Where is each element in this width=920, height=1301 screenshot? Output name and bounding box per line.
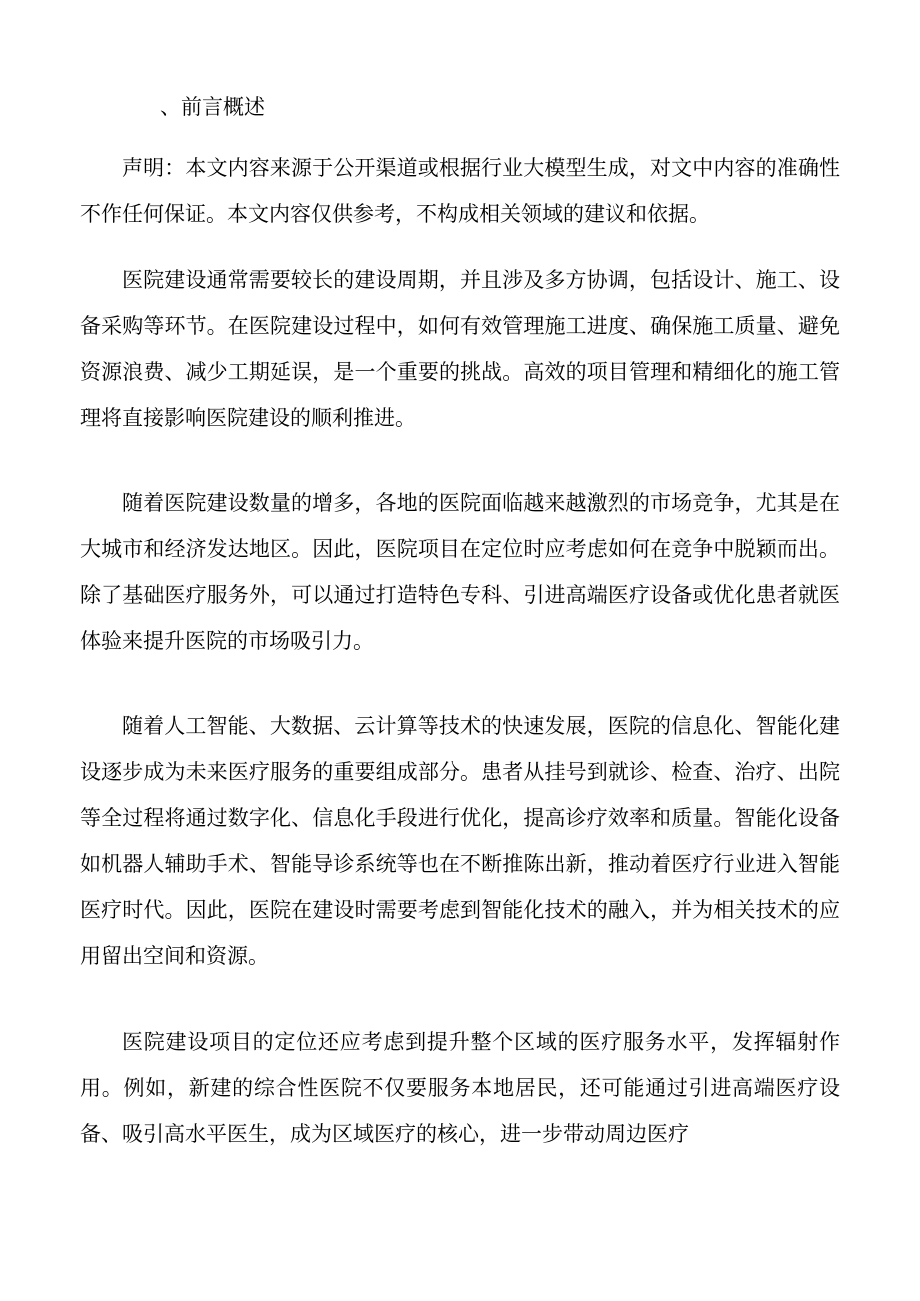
paragraph-regional-positioning: 医院建设项目的定位还应考虑到提升整个区域的医疗服务水平，发挥辐射作用。例如，新建的综合性医院不仅要服务本地居民，还可能通过引进高端医疗设备、吸引高水平医生，成为区域医疗的核心，进一步带动周边医疗 [80,1030,840,1146]
paragraph-market-competition: 随着医院建设数量的增多，各地的医院面临越来越激烈的市场竞争，尤其是在大城市和经济发达地区。因此，医院项目在定位时应考虑如何在竞争中脱颖而出。除了基础医疗服务外，可以通过打造特色专科、引进高端医疗设备或优化患者就医体验来提升医院的市场吸引力。 [80,491,840,653]
paragraph-construction-management: 医院建设通常需要较长的建设周期，并且涉及多方协调，包括设计、施工、设备采购等环节。在医院建设过程中，如何有效管理施工进度、确保施工质量、避免资源浪费、减少工期延误，是一个重要的挑战。高效的项目管理和精细化的施工管理将直接影响医院建设的顺利推进。 [80,268,840,430]
paragraph-smart-hospital: 随着人工智能、大数据、云计算等技术的快速发展，医院的信息化、智能化建设逐步成为未来医疗服务的重要组成部分。患者从挂号到就诊、检查、治疗、出院等全过程将通过数字化、信息化手段进行优化，提高诊疗效率和质量。智能化设备如机器人辅助手术、智能导诊系统等也在不断推陈出新，推动着医疗行业进入智能医疗时代。因此，医院在建设时需要考虑到智能化技术的融入，并为相关技术的应用留出空间和资源。 [80,714,840,968]
paragraph-disclaimer: 声明：本文内容来源于公开渠道或根据行业大模型生成，对文中内容的准确性不作任何保证。本文内容仅供参考，不构成相关领域的建议和依据。 [80,156,840,226]
section-heading: 、前言概述 [160,95,265,119]
